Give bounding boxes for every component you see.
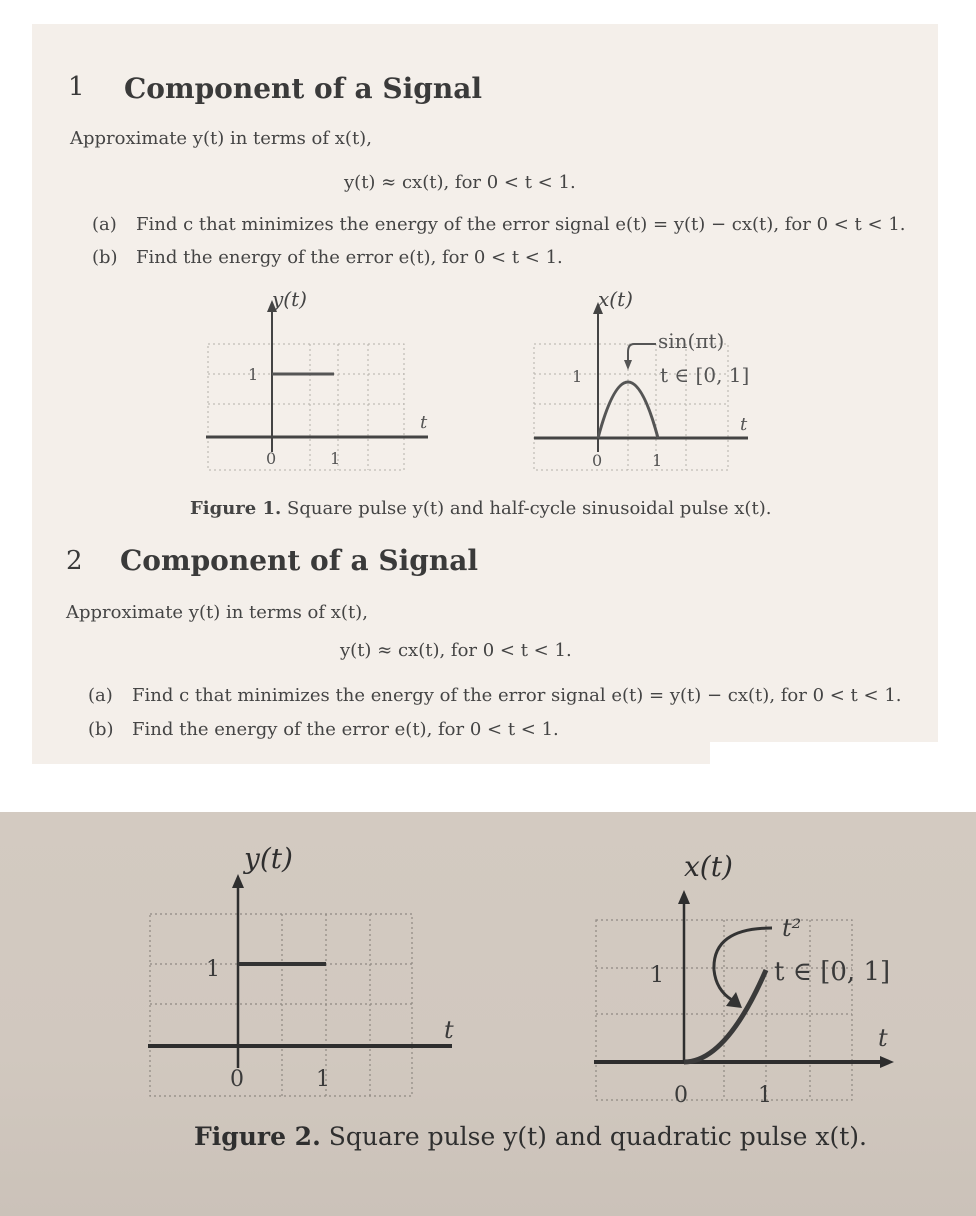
figure-2-caption (194, 1122, 867, 1151)
tick-x-0: 0 (266, 449, 277, 468)
annotation-function: sin(πt) (658, 329, 725, 353)
annotation-arrowhead (624, 360, 632, 370)
axis-t-label: t (878, 1024, 888, 1052)
photo-edge (710, 742, 938, 766)
axis-t-label: t (740, 414, 748, 435)
tick-x-0: 0 (674, 1083, 688, 1108)
tick-y-1: 1 (572, 367, 583, 386)
y-axis-arrow (232, 874, 244, 888)
section-1-intro: Approximate y(t) in terms of x(t), (70, 128, 372, 149)
tick-y-1: 1 (206, 957, 220, 982)
section-2-number: 2 (66, 546, 83, 576)
section-1-part-a-label: (a) (92, 214, 117, 235)
figure-2-caption-text: Square pulse y(t) and quadratic pulse x(t). (328, 1122, 867, 1151)
plot-title: y(t) (272, 287, 307, 311)
section-2-part-a-label: (a) (88, 685, 113, 706)
axis-arrow (678, 890, 690, 904)
figure-1-caption-text: Square pulse y(t) and half-cycle sinusoidal pulse x(t). (287, 498, 772, 519)
tick-x-1: 1 (330, 449, 341, 468)
section-2-part-b: Find the energy of the error e(t), for 0 < t < 1. (132, 719, 559, 740)
annotation-arrow (714, 928, 772, 1000)
t-axis-arrow (880, 1056, 894, 1068)
tick-x-0: 0 (592, 451, 603, 470)
figure-1-caption (190, 498, 771, 519)
plot-title: x(t) (598, 287, 633, 311)
section-1-part-b-label: (b) (92, 247, 118, 268)
section-1-part-a: Find c that minimizes the energy of the error signal e(t) = y(t) − cx(t), for 0 < t < 1. (136, 214, 906, 235)
figure-2-y-plot (140, 836, 470, 1106)
figure-1-y-plot (200, 282, 440, 482)
figure-2-x-plot (586, 840, 916, 1110)
plot-title: y(t) (244, 842, 293, 875)
annotation-arrowhead (726, 992, 742, 1008)
section-2-part-b-label: (b) (88, 719, 114, 740)
annotation-domain: t ∈ [0, 1] (660, 363, 750, 387)
axis-t-label: t (420, 412, 428, 433)
section-2-part-a: Find c that minimizes the energy of the error signal e(t) = y(t) − cx(t), for 0 < t < 1. (132, 685, 902, 706)
tick-x-1: 1 (652, 451, 663, 470)
plot-title: x(t) (684, 850, 733, 883)
grid (208, 344, 404, 470)
axis-t-label: t (444, 1016, 454, 1044)
grid (150, 914, 412, 1096)
tick-y-1: 1 (248, 365, 259, 384)
section-1-title: Component of a Signal (124, 72, 482, 105)
section-2-title: Component of a Signal (120, 544, 478, 577)
section-1-equation: y(t) ≈ cx(t), for 0 < t < 1. (344, 172, 576, 193)
quadratic-pulse (684, 970, 766, 1062)
section-1-part-b: Find the energy of the error e(t), for 0 < t < 1. (136, 247, 563, 268)
tick-x-0: 0 (230, 1067, 244, 1092)
tick-x-1: 1 (316, 1067, 330, 1092)
grid (596, 920, 852, 1100)
figure-2-caption-label: Figure 2. (194, 1122, 321, 1151)
annotation-domain: t ∈ [0, 1] (774, 957, 891, 987)
annotation-arrow (628, 344, 656, 362)
annotation-function: t² (782, 914, 802, 942)
figure-1-caption-label: Figure 1. (190, 498, 282, 519)
tick-x-1: 1 (758, 1083, 772, 1108)
section-2-equation: y(t) ≈ cx(t), for 0 < t < 1. (340, 640, 572, 661)
tick-y-1: 1 (650, 963, 664, 988)
figure-1-x-plot (528, 282, 778, 482)
section-1-number: 1 (68, 72, 85, 102)
section-2-intro: Approximate y(t) in terms of x(t), (66, 602, 368, 623)
